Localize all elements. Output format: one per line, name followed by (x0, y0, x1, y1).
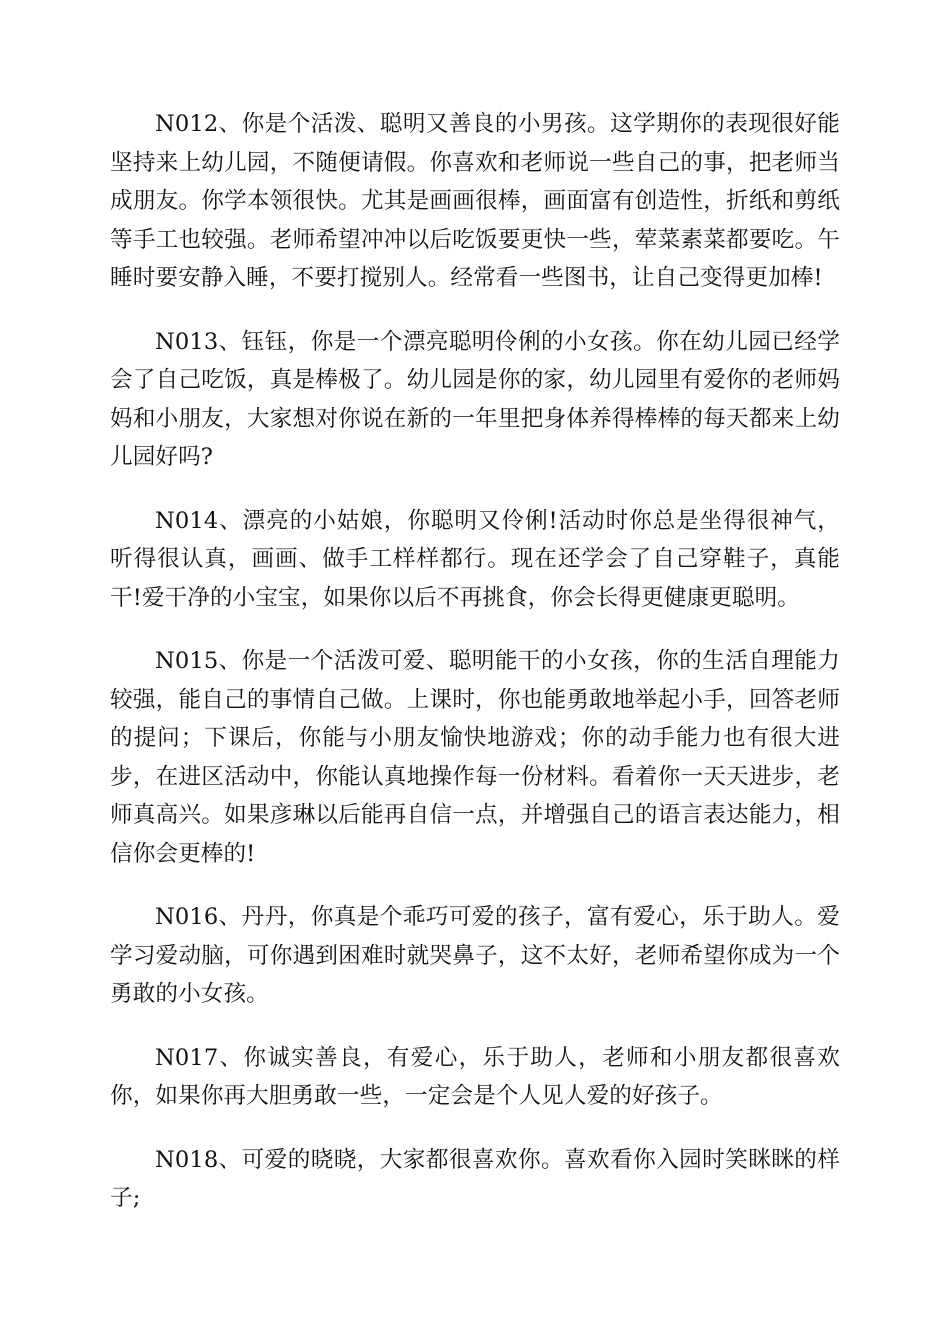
paragraph-n017: N017、你诚实善良，有爱心，乐于助人，老师和小朋友都很喜欢你，如果你再大胆勇敢一些，一定会是个人见人爱的好孩子。 (110, 1044, 840, 1109)
paragraph-n015: N015、你是一个活泼可爱、聪明能干的小女孩，你的生活自理能力较强，能自己的事情自己做。上课时，你也能勇敢地举起小手，回答老师的提问；下课后，你能与小朋友愉快地游戏；你的动手能力也有很大进步，在进区活动中，你能认真地操作每一份材料。看着你一天天进步，老师真高兴。如果彦琳以后能再自信一点，并增强自己的语言表达能力，相信你会更棒的! (110, 648, 840, 867)
paragraph-n014: N014、漂亮的小姑娘，你聪明又伶俐!活动时你总是坐得很神气，听得很认真，画画、做手工样样都行。现在还学会了自己穿鞋子，真能干!爱干净的小宝宝，如果你以后不再挑食，你会长得更健康更聪明。 (110, 507, 840, 611)
paragraph-n016: N016、丹丹，你真是个乖巧可爱的孩子，富有爱心，乐于助人。爱学习爱动脑，可你遇到困难时就哭鼻子，这不太好，老师希望你成为一个勇敢的小女孩。 (110, 904, 840, 1007)
paragraph-n013: N013、钰钰，你是一个漂亮聪明伶俐的小女孩。你在幼儿园已经学会了自己吃饭，真是棒极了。幼儿园是你的家，幼儿园里有爱你的老师妈妈和小朋友，大家想对你说在新的一年里把身体养得棒棒的每天都来上幼儿园好吗? (110, 328, 840, 470)
paragraph-n012: N012、你是个活泼、聪明又善良的小男孩。这学期你的表现很好能坚持来上幼儿园，不随便请假。你喜欢和老师说一些自己的事，把老师当成朋友。你学本领很快。尤其是画画很棒，画面富有创造性，折纸和剪纸等手工也较强。老师希望冲冲以后吃饭要更快一些，荤菜素菜都要吃。午睡时要安静入睡，不要打搅别人。经常看一些图书，让自己变得更加棒! (110, 111, 840, 291)
paragraph-n018: N018、可爱的晓晓，大家都很喜欢你。喜欢看你入园时笑眯眯的样子; (110, 1146, 840, 1211)
document-body (110, 105, 840, 1243)
